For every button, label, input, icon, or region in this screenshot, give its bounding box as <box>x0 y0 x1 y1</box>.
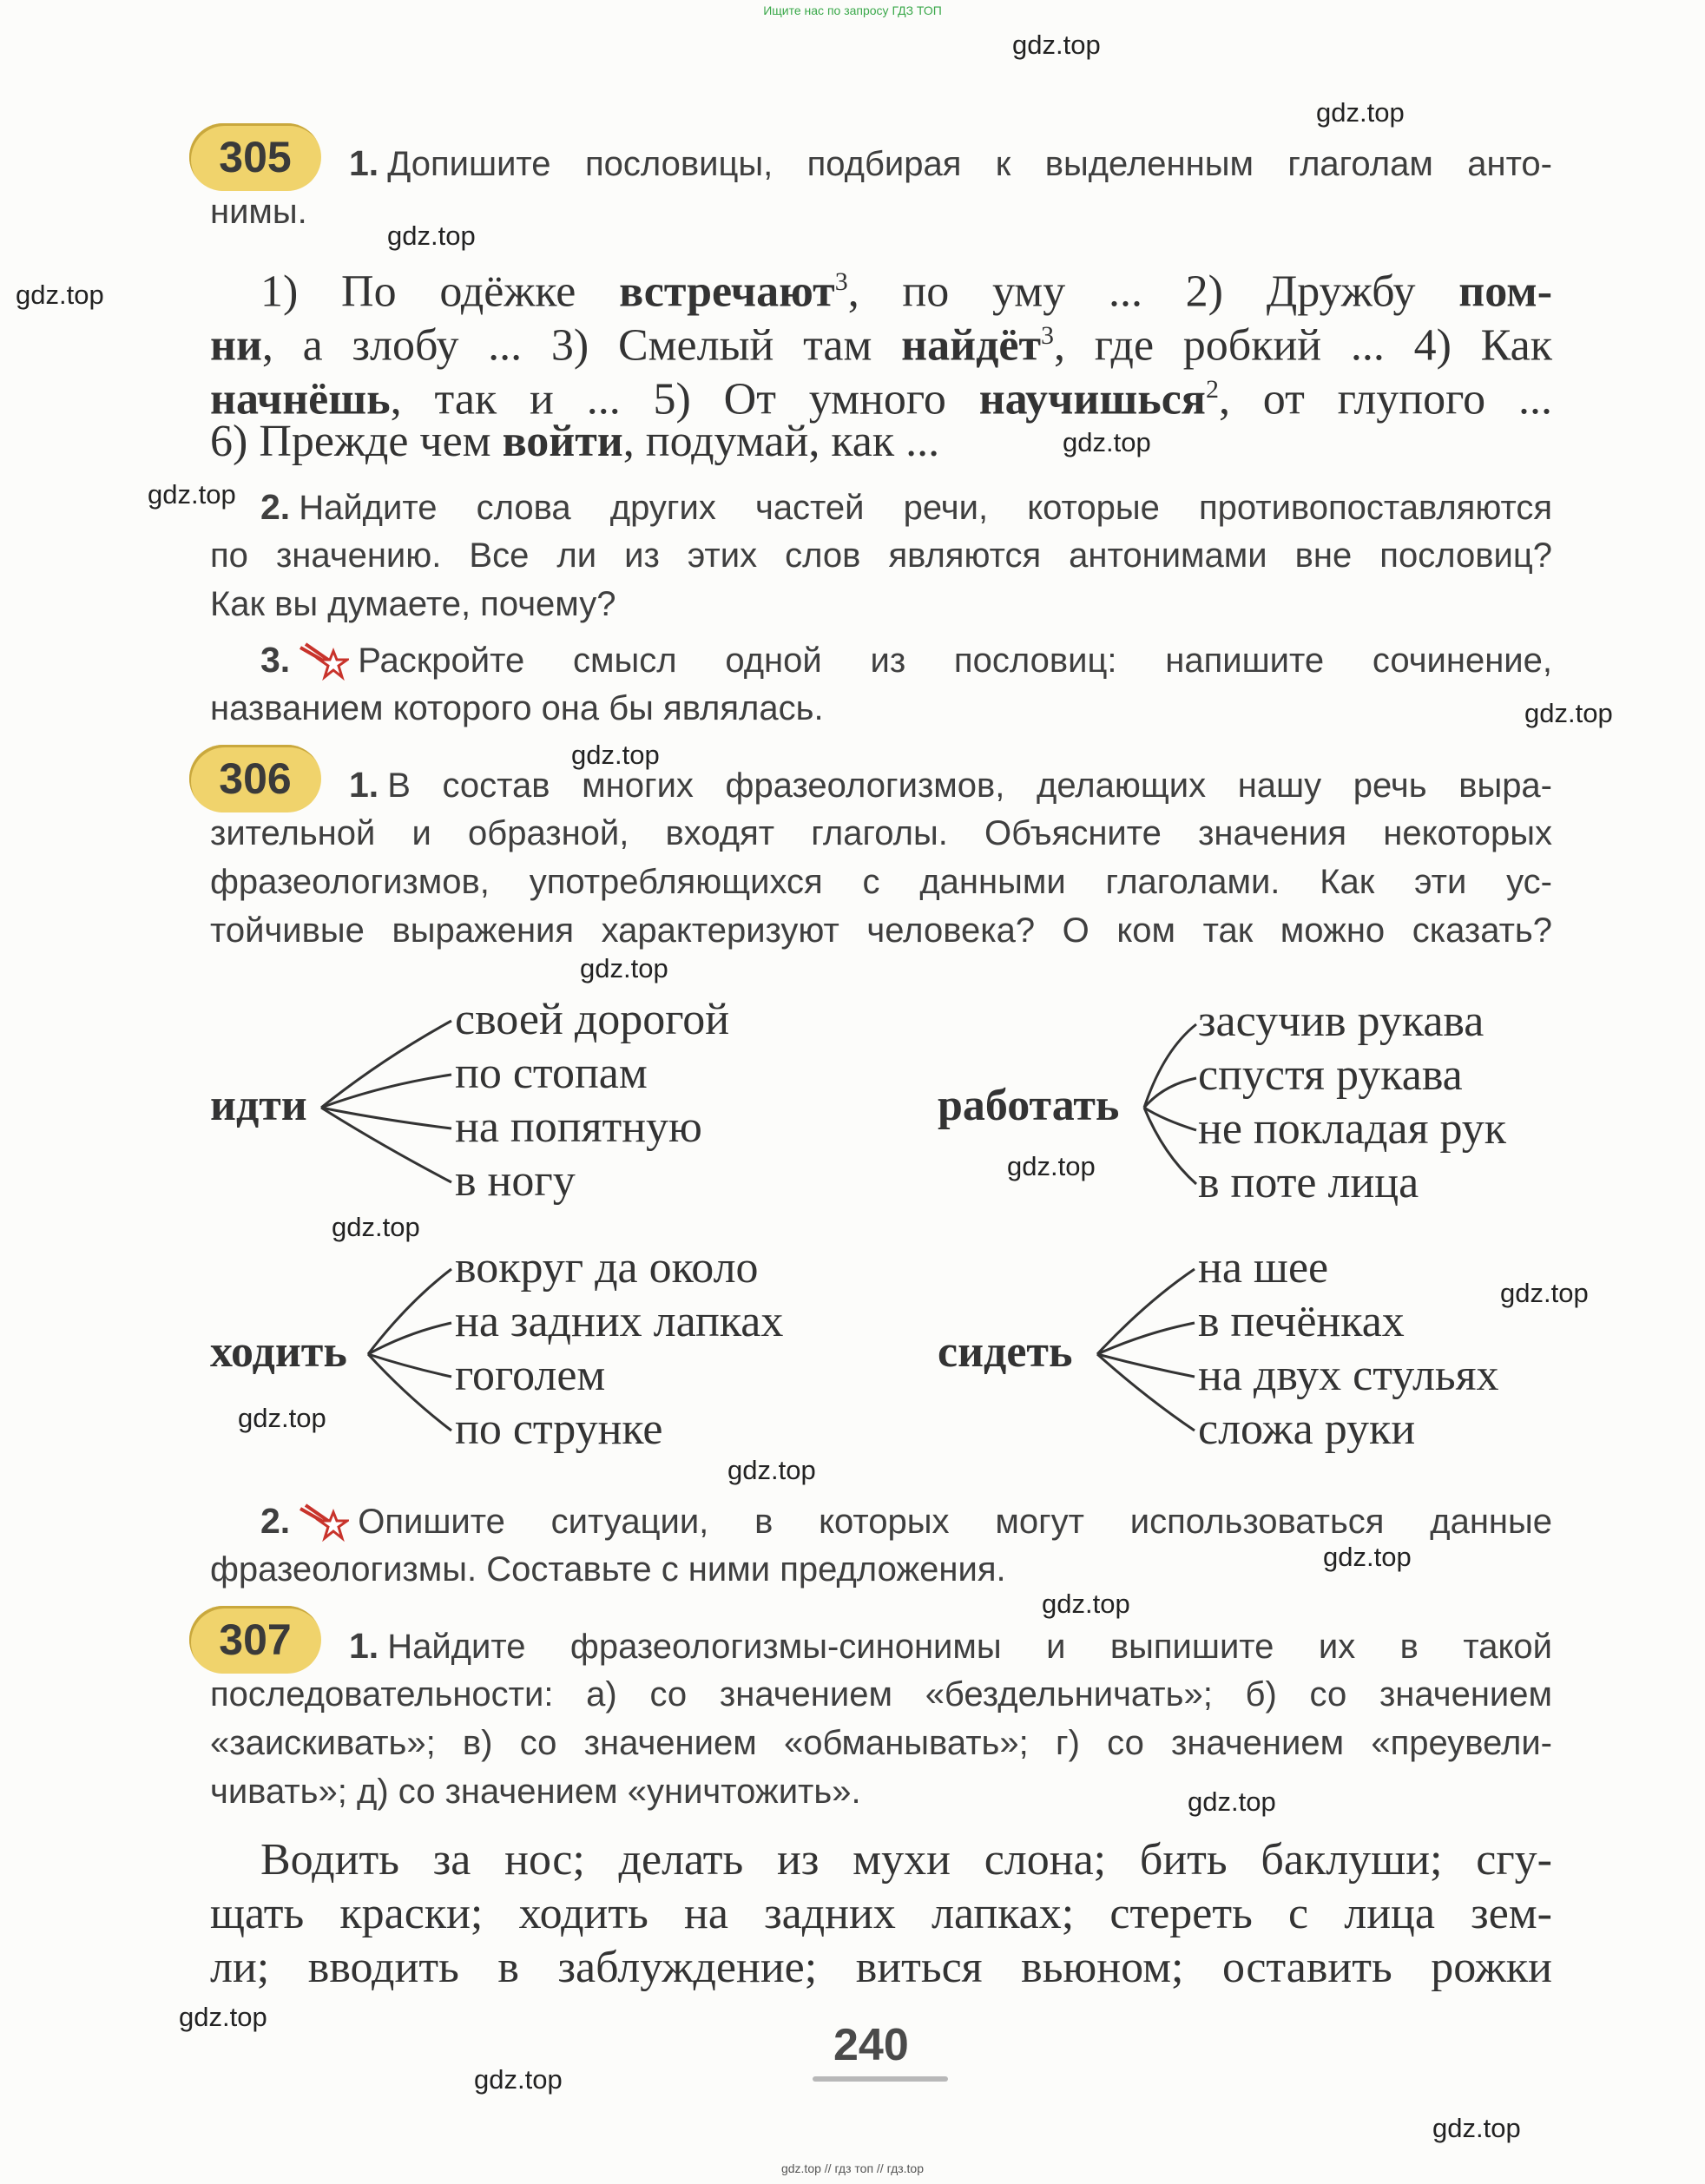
proverb-line-3: начнёшь, так и ... 5) От умного научишься$^2$, от глупого ... <box>210 374 1552 424</box>
watermark: gdz.top <box>332 1212 420 1242</box>
phrase: сложа руки <box>1198 1404 1416 1454</box>
verb-khodit: ходить <box>210 1327 347 1377</box>
watermark: gdz.top <box>580 953 668 983</box>
phrase: вокруг да около <box>455 1243 759 1293</box>
phrase: на задних лапках <box>455 1297 784 1346</box>
phrase: гоголем <box>455 1351 606 1400</box>
proverb-line-2: ни, а злобу ... 3) Смелый там найдёт$^3$, где робкий ... 4) Как <box>210 320 1552 371</box>
exercise-306-badge: 306 <box>189 745 321 812</box>
phrase: по стопам <box>455 1049 648 1098</box>
ex305-task2-line2: по значению. Все ли из этих слов являются антонимами вне пословиц? <box>210 536 1552 575</box>
phrase: спустя рукава <box>1198 1050 1463 1100</box>
watermark: gdz.top <box>571 740 660 770</box>
verb-idti: идти <box>210 1081 307 1130</box>
ex306-task1-line2: зительной и образной, входят глаголы. Объясните значения некоторых <box>210 814 1552 852</box>
ex305-task1-num: 1. <box>349 143 379 183</box>
watermark: gdz.top <box>1500 1278 1589 1308</box>
watermark: gdz.top <box>1316 97 1405 128</box>
watermark: gdz.top <box>1007 1151 1096 1181</box>
ex306-task1-line3: фразеологизмов, употребляющихся с данными глаголами. Как эти ус- <box>210 863 1552 901</box>
watermark: gdz.top <box>1432 2113 1521 2143</box>
ex306-task2-line2: фразеологизмы. Составьте с ними предложения. <box>210 1550 1006 1589</box>
phrase: в печёнках <box>1198 1297 1405 1346</box>
watermark: gdz.top <box>238 1403 326 1433</box>
verb-sidet: сидеть <box>938 1327 1073 1377</box>
top-note: Ищите нас по запросу ГДЗ ТОП <box>763 3 942 17</box>
exercise-307-badge: 307 <box>189 1606 321 1674</box>
ex307-text-line3: ли; вводить в заблуждение; виться вьюном; оставить рожки <box>210 1943 1552 1992</box>
watermark: gdz.top <box>1323 1542 1412 1572</box>
watermark: gdz.top <box>16 280 104 310</box>
watermark: gdz.top <box>1188 1786 1276 1817</box>
watermark: gdz.top <box>727 1455 816 1485</box>
phrase: не покладая рук <box>1198 1104 1507 1154</box>
ex307-text-line1: Водить за нос; делать из мухи слона; бить баклуши; сгу- <box>260 1835 1552 1885</box>
watermark: gdz.top <box>1524 698 1613 728</box>
watermark: gdz.top <box>1063 427 1151 457</box>
phrase: по струнке <box>455 1404 663 1454</box>
phrase: на двух стульях <box>1198 1351 1499 1400</box>
proverb-line-1: 1) По одёжке встречают$^3$, по уму ... 2) Дружбу пом- <box>260 266 1553 317</box>
phrase: в ногу <box>455 1156 576 1206</box>
ex305-task3-line2: названием которого она бы являлась. <box>210 689 824 727</box>
verb-rabotat: работать <box>938 1081 1120 1130</box>
phrase: в поте лица <box>1198 1158 1419 1207</box>
footer-note: gdz.top // гдз топ // гдз.top <box>780 2161 925 2175</box>
ex307-task1-line1: 1. Найдите фразеологизмы-синонимы и выпишите их в такой <box>349 1626 1552 1666</box>
ex305-task2-line3: Как вы думаете, почему? <box>210 585 616 623</box>
page-number: 240 <box>833 2020 909 2070</box>
watermark: gdz.top <box>387 220 476 251</box>
ex306-task2-line1: 2. Опишите ситуации, в которых могут использоваться данные <box>260 1501 1552 1541</box>
ex306-task1-line1: 1. В состав многих фразеологизмов, делающих нашу речь выра- <box>349 765 1552 805</box>
phrase: на шее <box>1198 1243 1329 1293</box>
ex305-task1-text: Допишите пословицы, подбирая к выделенным глаголам анто- <box>387 145 1552 183</box>
ex305-task1-line2: нимы. <box>210 193 307 231</box>
watermark: gdz.top <box>179 2002 267 2032</box>
ex305-task3-line1: 3. Раскройте смысл одной из пословиц: напишите сочинение, <box>260 640 1552 680</box>
ex307-task1-line4: чивать»; д) со значением «уничтожить». <box>210 1773 861 1811</box>
watermark: gdz.top <box>1012 30 1101 60</box>
exercise-305-badge: 305 <box>189 123 321 191</box>
ex307-task1-line2: последовательности: а) со значением «бездельничать»; б) со значением <box>210 1675 1552 1714</box>
watermark: gdz.top <box>1042 1589 1130 1619</box>
ex305-task2-line1: 2. Найдите слова других частей речи, которые противопоставляются <box>260 487 1552 527</box>
ex307-task1-line3: «заискивать»; в) со значением «обманывать»; г) со значением «преувели- <box>210 1724 1552 1762</box>
phrase: засучив рукава <box>1198 997 1484 1046</box>
proverb-line-4: 6) Прежде чем войти, подумай, как ... <box>210 417 940 466</box>
ex307-text-line2: щать краски; ходить на задних лапках; стереть с лица зем- <box>210 1889 1552 1938</box>
watermark: gdz.top <box>474 2064 563 2095</box>
phrase: своей дорогой <box>455 995 730 1044</box>
creative-star-icon <box>299 1503 349 1542</box>
ex306-task1-line4: тойчивые выражения характеризуют человека? О ком так можно сказать? <box>210 911 1552 950</box>
page-number-underline <box>813 2076 948 2082</box>
watermark: gdz.top <box>148 479 236 510</box>
phrase: на попятную <box>455 1102 702 1152</box>
